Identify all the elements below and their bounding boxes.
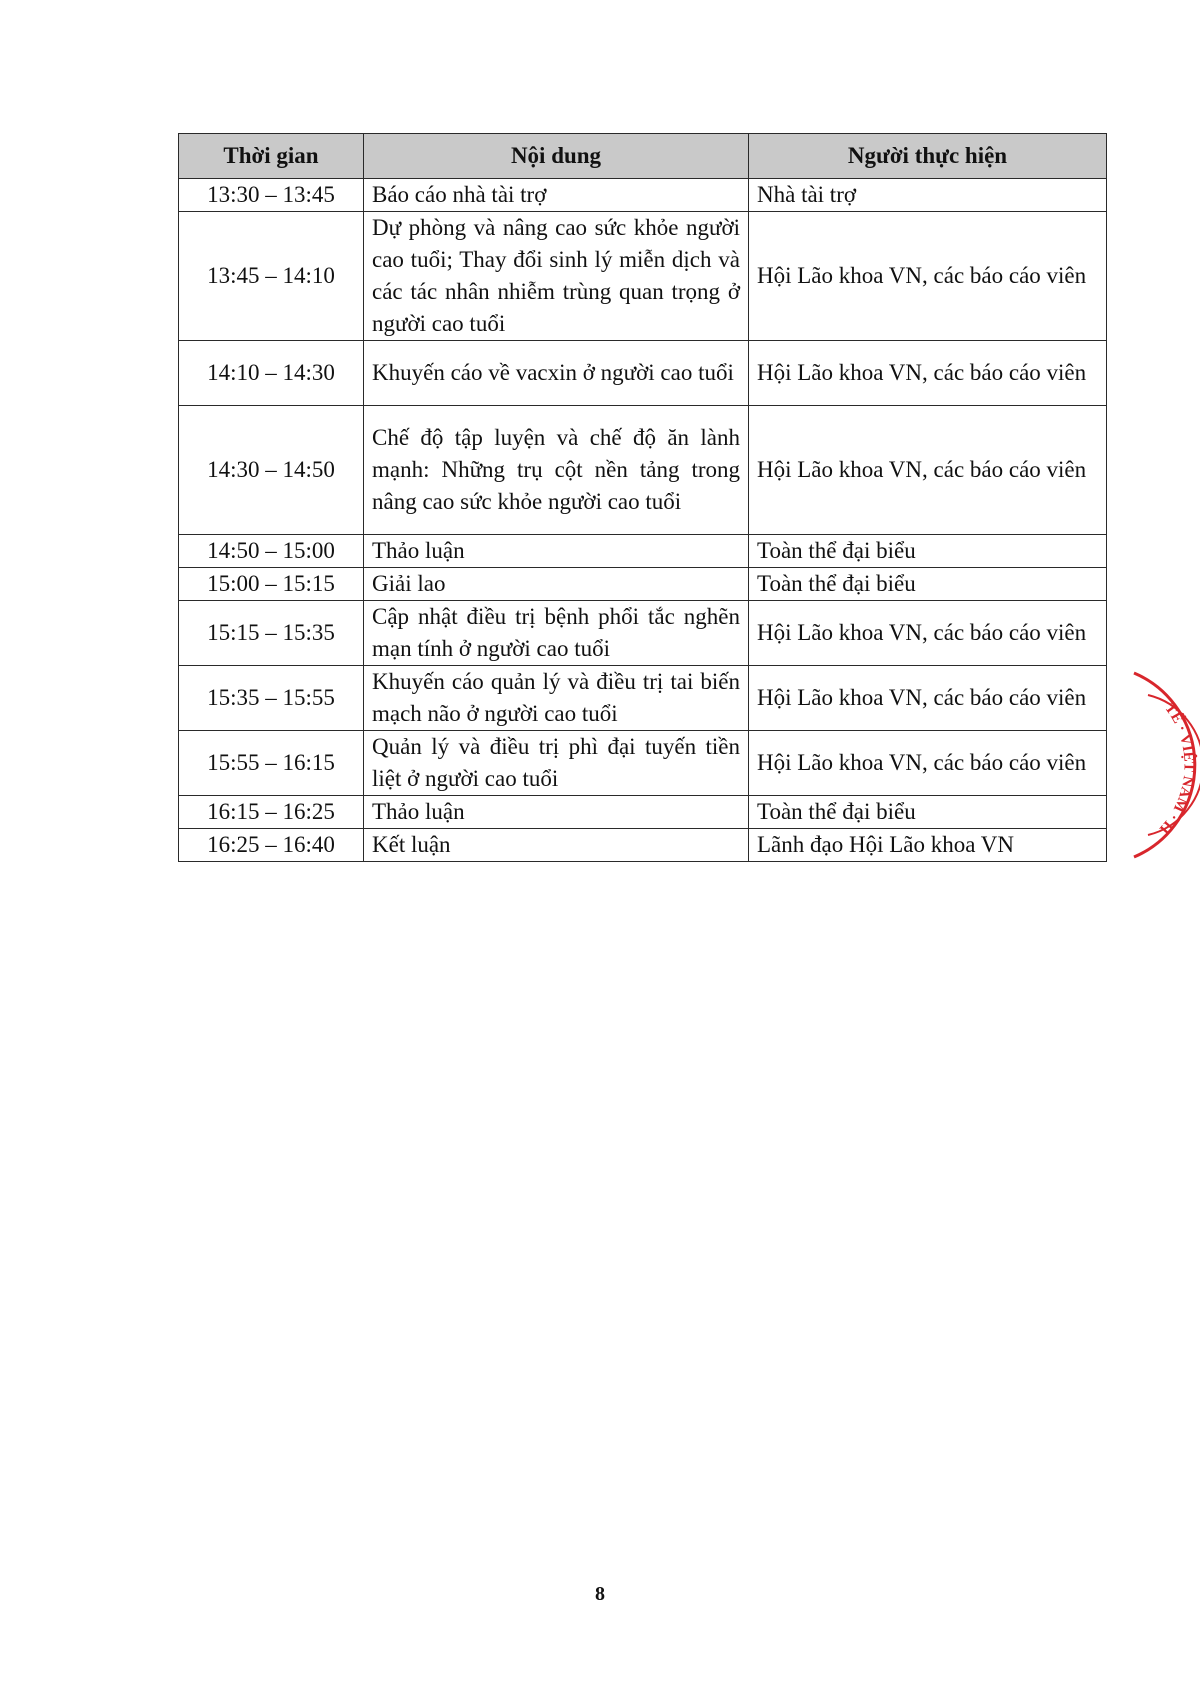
page-number: 8 [595, 1583, 605, 1605]
cell-content: Chế độ tập luyện và chế độ ăn lành mạnh: Những trụ cột nền tảng trong nâng cao sức khỏe người cao tuổi [364, 406, 749, 535]
cell-time: 15:55 – 16:15 [179, 731, 364, 796]
table-row [179, 179, 1107, 212]
cell-content: Cập nhật điều trị bệnh phổi tắc nghẽn mạn tính ở người cao tuổi [364, 601, 749, 666]
table-row [179, 406, 1107, 535]
schedule-table-header [179, 134, 1107, 179]
svg-text:TẾ · VIỆT NAM · H [1156, 700, 1198, 837]
cell-content: Thảo luận [364, 535, 749, 568]
official-seal-stamp [1130, 665, 1200, 865]
cell-time: 13:45 – 14:10 [179, 212, 364, 341]
table-row [179, 212, 1107, 341]
cell-person: Hội Lão khoa VN, các báo cáo viên [749, 666, 1107, 731]
cell-person: Hội Lão khoa VN, các báo cáo viên [749, 341, 1107, 406]
cell-time: 14:50 – 15:00 [179, 535, 364, 568]
cell-person: Lãnh đạo Hội Lão khoa VN [749, 829, 1107, 862]
cell-content: Dự phòng và nâng cao sức khỏe người cao tuổi; Thay đổi sinh lý miễn dịch và các tác nhân nhiễm trùng quan trọng ở người cao tuổi [364, 212, 749, 341]
table-row [179, 829, 1107, 862]
cell-person: Hội Lão khoa VN, các báo cáo viên [749, 212, 1107, 341]
cell-content: Khuyến cáo về vacxin ở người cao tuổi [364, 341, 749, 406]
cell-time: 13:30 – 13:45 [179, 179, 364, 212]
cell-person: Nhà tài trợ [749, 179, 1107, 212]
schedule-table-body [179, 179, 1107, 862]
table-row [179, 601, 1107, 666]
cell-time: 14:30 – 14:50 [179, 406, 364, 535]
cell-content: Quản lý và điều trị phì đại tuyến tiền liệt ở người cao tuổi [364, 731, 749, 796]
table-row [179, 666, 1107, 731]
cell-person: Toàn thể đại biểu [749, 535, 1107, 568]
cell-content: Báo cáo nhà tài trợ [364, 179, 749, 212]
header-person: Người thực hiện [749, 134, 1107, 179]
header-time: Thời gian [179, 134, 364, 179]
schedule-table [178, 133, 1107, 862]
cell-time: 16:25 – 16:40 [179, 829, 364, 862]
cell-person: Toàn thể đại biểu [749, 796, 1107, 829]
table-row [179, 731, 1107, 796]
cell-person: Toàn thể đại biểu [749, 568, 1107, 601]
cell-content: Kết luận [364, 829, 749, 862]
table-row [179, 796, 1107, 829]
header-content: Nội dung [364, 134, 749, 179]
table-row [179, 341, 1107, 406]
cell-person: Hội Lão khoa VN, các báo cáo viên [749, 731, 1107, 796]
cell-time: 15:00 – 15:15 [179, 568, 364, 601]
cell-person: Hội Lão khoa VN, các báo cáo viên [749, 601, 1107, 666]
table-row [179, 535, 1107, 568]
seal-text: TẾ · VIỆT NAM · H [1155, 700, 1197, 837]
cell-time: 15:15 – 15:35 [179, 601, 364, 666]
table-row [179, 568, 1107, 601]
cell-time: 14:10 – 14:30 [179, 341, 364, 406]
cell-time: 16:15 – 16:25 [179, 796, 364, 829]
cell-content: Giải lao [364, 568, 749, 601]
header-row [179, 134, 1107, 179]
cell-content: Khuyến cáo quản lý và điều trị tai biến mạch não ở người cao tuổi [364, 666, 749, 731]
cell-time: 15:35 – 15:55 [179, 666, 364, 731]
cell-person: Hội Lão khoa VN, các báo cáo viên [749, 406, 1107, 535]
cell-content: Thảo luận [364, 796, 749, 829]
